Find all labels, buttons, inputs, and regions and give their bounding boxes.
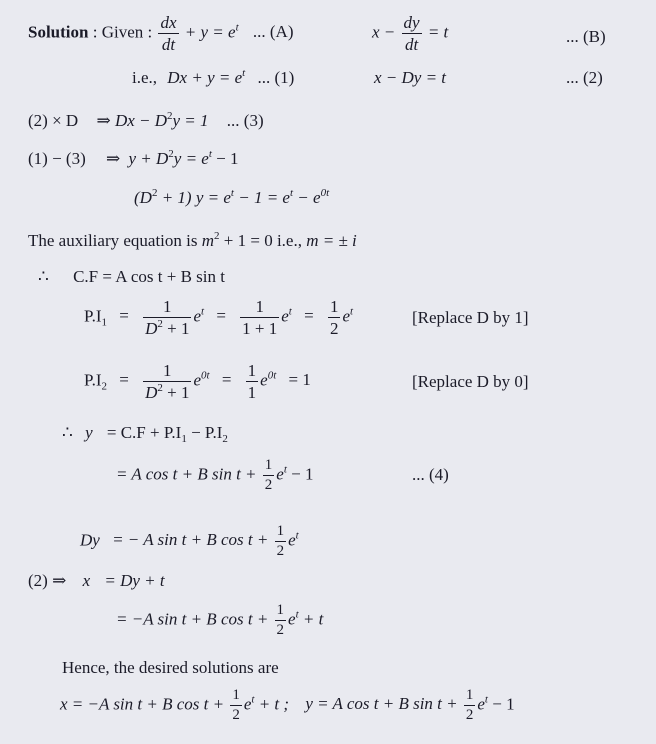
sub: 1 <box>101 316 107 329</box>
solution-label: Solution <box>28 22 89 42</box>
sub: 2 <box>101 380 107 393</box>
fraction-dx-dt: $\frac{dx}{dt}$ <box>160 13 177 54</box>
pi1-line: $P.I_1$ = $\frac{1}{D^2 + 1}$ $e^t$ = $\frac{1}{1 + 1}$ $e^t$ = $\frac{1}{2}$ $e^t$ <box>84 297 354 338</box>
half-fraction: $\frac{1}{2}$ <box>264 457 273 493</box>
aux-root: m = ± i <box>306 231 357 250</box>
given-line <box>28 14 294 53</box>
pi2-label: P.I <box>84 370 102 390</box>
op: (1) − (3) <box>28 149 86 168</box>
exp: t <box>289 187 294 199</box>
x-rhs: = Dy + t <box>104 571 165 590</box>
dy-lhs: Dy <box>80 530 100 550</box>
half-fraction: $\frac{1}{2}$ <box>276 523 285 559</box>
e: e <box>288 530 296 550</box>
exp: t <box>288 305 292 318</box>
half-fraction: $\frac{1}{2}$ <box>465 687 474 723</box>
c: − 1 <box>211 149 239 168</box>
e: e <box>342 306 350 326</box>
step-fact <box>134 189 329 206</box>
arrow: ⇒ <box>105 149 121 168</box>
eq-a-rest: + y = e <box>184 22 236 42</box>
eq-2: x − Dy = t <box>374 68 447 87</box>
op: (2) × D <box>28 111 79 130</box>
eq-b <box>372 14 448 53</box>
y-rest: − 1 <box>487 694 515 714</box>
eq-1: Dx + y = e <box>167 68 243 87</box>
pi2-note: [Replace D by 0] <box>412 372 529 391</box>
sub: 1 <box>181 433 187 445</box>
final-x: x = −A sin t + B cos t + <box>60 694 225 714</box>
e: e <box>243 694 252 714</box>
pi2-line: $P.I_2$ = $\frac{1}{D^2 + 1}$ $e^{0t}$ = $\frac{1}{1}$ $e^{0t} = 1$ <box>84 361 311 402</box>
eq-b-lhs: x − <box>372 22 396 42</box>
pi1-note: [Replace D by 1] <box>412 308 529 327</box>
eq-rest: y = 1 <box>172 111 209 130</box>
d: − e <box>293 188 321 207</box>
e: e <box>193 370 201 390</box>
e: e <box>276 464 284 484</box>
sq: 2 <box>168 148 174 160</box>
tag-1: ... (1) <box>257 68 295 87</box>
y-rhs: = C.F + P.I <box>106 423 182 442</box>
final-y: y = A cos t + B sin t + <box>305 694 458 714</box>
conclusion: Hence, the desired solutions are <box>62 658 279 677</box>
x-lhs: x <box>82 571 91 590</box>
exp: t <box>295 608 299 621</box>
exp: t <box>251 693 255 706</box>
dy-line <box>80 524 299 559</box>
e: e <box>193 306 201 326</box>
tag-4: ... (4) <box>412 465 449 484</box>
b: + 1) y = e <box>157 188 231 207</box>
tag-3: ... (3) <box>226 111 264 130</box>
fraction-dy-dt: $\frac{dy}{dt}$ <box>403 13 420 54</box>
y-line2 <box>116 458 313 493</box>
m: m <box>201 231 215 250</box>
a: (D <box>134 188 152 207</box>
pi2-frac2: $\frac{1}{1}$ <box>247 361 257 402</box>
given-text: : Given : <box>92 22 153 42</box>
a: = −A sin t + B cos t + <box>116 609 269 629</box>
aux-line <box>28 232 357 249</box>
op: (2) ⇒ <box>28 571 67 590</box>
aux-text: The auxiliary equation is <box>28 231 198 250</box>
tag-b: ... (B) <box>566 27 606 46</box>
rest: − 1 <box>286 464 314 484</box>
pi1-frac2: $\frac{1}{1 + 1}$ <box>242 297 278 338</box>
arrow: ⇒ <box>96 111 111 130</box>
y-mid: − P.I <box>186 423 223 442</box>
sq: 2 <box>214 230 220 242</box>
exp: t <box>484 693 488 706</box>
step-3 <box>28 112 264 129</box>
exp: t <box>242 67 246 79</box>
x-rest: + t ; <box>254 694 290 714</box>
sq: 2 <box>167 110 173 122</box>
e: e <box>288 609 296 629</box>
exp: t <box>350 305 354 318</box>
e: e <box>477 694 485 714</box>
exp: t <box>230 187 234 199</box>
pi1-label: P.I <box>84 306 102 326</box>
final-line <box>60 688 515 723</box>
exp: t <box>283 463 287 476</box>
y-lhs: y <box>85 423 93 442</box>
y-line <box>62 423 228 445</box>
tag-2: ... (2) <box>566 68 603 87</box>
eq: Dx − D <box>114 111 168 130</box>
exp: t <box>208 148 212 160</box>
ie-line <box>132 69 294 86</box>
pi2-frac1: $\frac{1}{D^2 + 1}$ <box>145 361 190 402</box>
cf-text: C.F = A cos t + B sin t <box>73 267 225 286</box>
exp: 0t <box>201 369 210 382</box>
exp: t <box>201 305 205 318</box>
ie-prefix: i.e., <box>132 68 158 87</box>
pi1-frac1: $\frac{1}{D^2 + 1}$ <box>145 297 190 338</box>
a: = A cos t + B sin t + <box>116 464 257 484</box>
a: y + D <box>128 149 169 168</box>
b: y = e <box>173 149 209 168</box>
tag-a: ... (A) <box>252 22 294 42</box>
sub: 2 <box>222 433 228 445</box>
sq: 2 <box>151 187 158 199</box>
half-fraction: $\frac{1}{2}$ <box>232 687 240 723</box>
exp: t <box>295 529 299 542</box>
exp: t <box>235 21 239 34</box>
aux-rest: + 1 = 0 i.e., <box>219 231 302 250</box>
rest: + t <box>298 609 324 629</box>
x-line2 <box>116 603 323 638</box>
e: e <box>281 306 289 326</box>
e: e <box>260 370 268 390</box>
therefore-icon: ∴ <box>62 423 73 442</box>
exp: 0t <box>267 369 277 382</box>
pi1-frac3: $\frac{1}{2}$ <box>329 297 339 338</box>
step-sub <box>28 150 239 167</box>
eq-b-rest: = t <box>427 22 449 42</box>
half-fraction: $\frac{1}{2}$ <box>276 602 285 638</box>
exp: 0t <box>320 187 330 199</box>
x-line <box>28 572 165 589</box>
c: − 1 = e <box>233 188 290 207</box>
therefore-icon: ∴ <box>38 267 49 286</box>
pi2-result: = 1 <box>288 370 311 390</box>
a: = − A sin t + B cos t + <box>112 530 269 550</box>
cf-line <box>38 268 225 285</box>
